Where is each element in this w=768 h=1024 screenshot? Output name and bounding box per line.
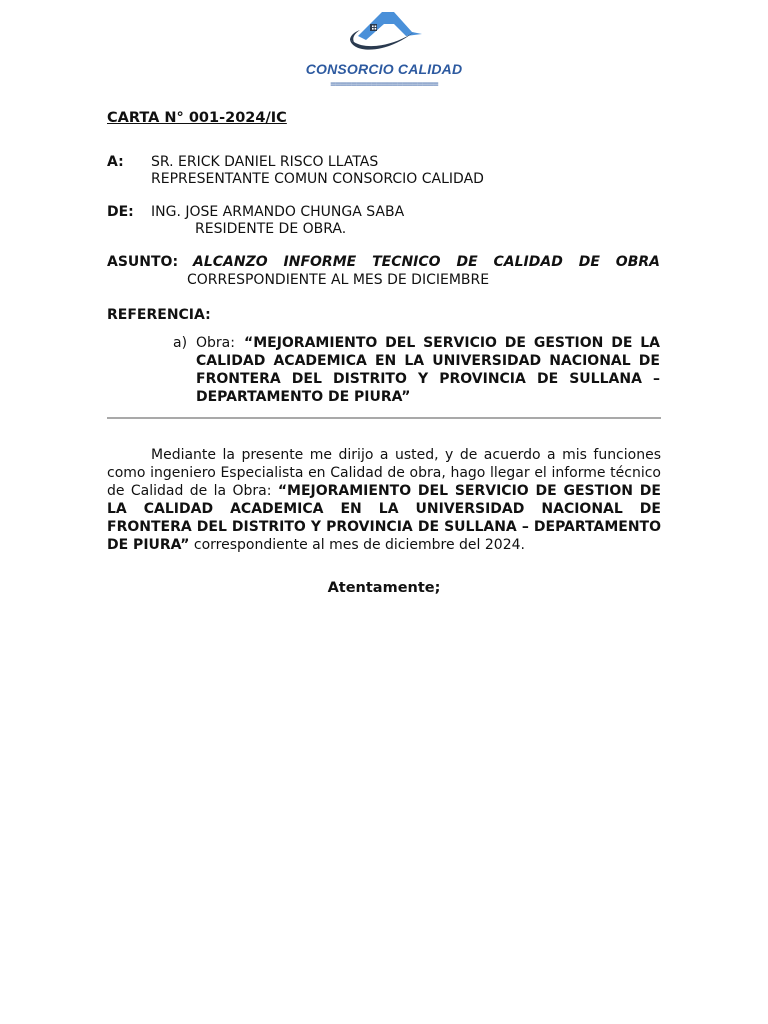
ref-item-line-4: DEPARTAMENTO DE PIURA”: [196, 389, 411, 405]
ref-item-line-2: CALIDAD ACADEMICA EN LA UNIVERSIDAD NACIONAL DE: [196, 353, 660, 369]
from-role: RESIDENTE DE OBRA.: [195, 221, 347, 237]
company-logo: [0, 8, 768, 88]
ref-item-line-3: FRONTERA DEL DISTRITO Y PROVINCIA DE SULLANA –: [196, 371, 660, 387]
ref-item-prefix: Obra:: [196, 335, 235, 351]
brand-rule: =====================: [330, 79, 438, 90]
subject-line-2: CORRESPONDIENTE AL MES DE DICIEMBRE: [187, 272, 490, 288]
to-name: SR. ERICK DANIEL RISCO LLATAS: [151, 154, 379, 170]
body-outro: correspondiente al mes de diciembre del 2024.: [189, 537, 525, 553]
brand-name: CONSORCIO CALIDAD: [305, 61, 463, 77]
house-roof-icon: [344, 10, 426, 58]
referencia-label: REFERENCIA:: [107, 307, 211, 323]
separator-line: [107, 417, 661, 419]
ref-item-marker: a): [173, 335, 188, 351]
body-project-name: “MEJORAMIENTO DEL SERVICIO DE GESTION DE LA CALIDAD ACADEMICA EN LA UNIVERSIDAD NACIONAL DE FRONTERA DEL DISTRITO Y PROVINCIA DE SULLANA – DEPARTAMENTO DE PIURA”: [107, 483, 661, 553]
subject-line-1: ALCANZO INFORME TECNICO DE CALIDAD DE OBRA: [193, 254, 660, 270]
from-label: DE:: [107, 204, 134, 220]
ref-item-line-1: “MEJORAMIENTO DEL SERVICIO DE GESTION DE LA: [244, 335, 660, 351]
body-intro: Mediante la presente me dirijo a usted, y de acuerdo a mis funciones como ingeniero Especialista en Calidad de obra, hago llegar el informe técnico de Calidad de la Obra:: [107, 447, 661, 499]
closing: Atentamente;: [327, 580, 441, 596]
letter-body: [107, 446, 661, 554]
from-name: ING. JOSE ARMANDO CHUNGA SABA: [151, 204, 405, 220]
to-label: A:: [107, 154, 124, 170]
letter-reference-number: CARTA N° 001-2024/IC: [107, 110, 287, 126]
subject-label: ASUNTO:: [107, 254, 179, 270]
to-role: REPRESENTANTE COMUN CONSORCIO CALIDAD: [151, 171, 484, 187]
